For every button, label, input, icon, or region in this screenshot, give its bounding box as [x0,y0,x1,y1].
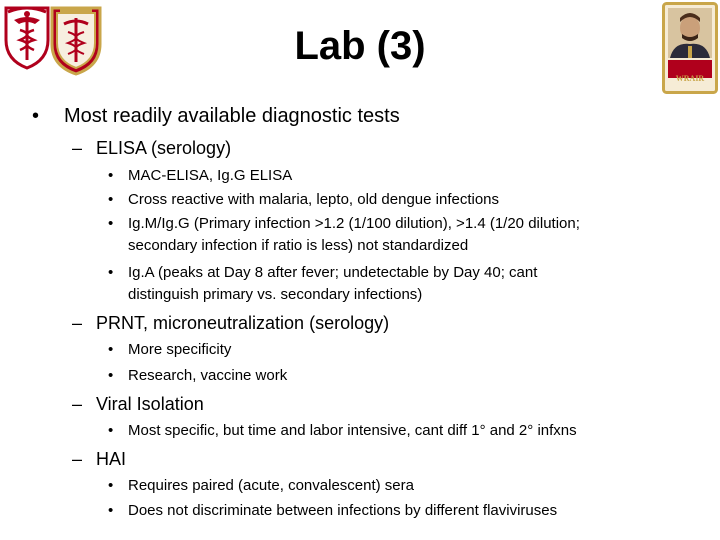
viral-item: Most specific, but time and labor intensive, cant diff 1° and 2° infxns [128,422,577,439]
medical-corps-seal-icon [48,2,104,76]
wrair-portrait-logo-icon [662,2,718,94]
elisa-item: Ig.A (peaks at Day 8 after fever; undetectable by Day 40; cant [128,264,538,281]
dot-marker: • [108,367,114,384]
elisa-item: Cross reactive with malaria, lepto, old dengue infections [128,191,500,208]
bullet-main: Most readily available diagnostic tests [64,105,400,127]
dot-marker: • [108,422,114,439]
hai-item: Does not discriminate between infections by different flaviviruses [128,502,558,519]
subbullet-hai: HAI [96,449,127,469]
dot-marker: • [108,215,114,232]
elisa-item: Ig.M/Ig.G (Primary infection >1.2 (1/100 dilution), >1.4 (1/20 dilution; [128,215,580,232]
dot-marker: • [108,341,114,358]
prnt-item: Research, vaccine work [128,367,288,384]
dot-marker: • [108,477,114,494]
dash-marker: – [72,449,83,469]
dash-marker: – [72,138,83,158]
elisa-item: MAC-ELISA, Ig.G ELISA [128,167,293,184]
dash-marker: – [72,313,83,333]
subbullet-prnt: PRNT, microneutralization (serology) [96,313,390,333]
dash-marker: – [72,394,83,414]
subbullet-viral-isolation: Viral Isolation [96,394,204,414]
elisa-item-continued: secondary infection if ratio is less) not standardized [128,237,469,254]
dot-marker: • [108,502,114,519]
dot-marker: • [108,264,114,281]
prnt-item: More specificity [128,341,232,358]
subbullet-elisa: ELISA (serology) [96,138,232,158]
wrair-logo-text: WRAIR [675,74,705,83]
bullet-marker: • [32,105,40,127]
elisa-item-continued: distinguish primary vs. secondary infections) [128,286,423,303]
dot-marker: • [108,191,114,208]
medical-caduceus-shield-icon [2,2,52,70]
hai-item: Requires paired (acute, convalescent) sera [128,477,414,494]
slide-title: Lab (3) [294,24,426,68]
dot-marker: • [108,167,114,184]
